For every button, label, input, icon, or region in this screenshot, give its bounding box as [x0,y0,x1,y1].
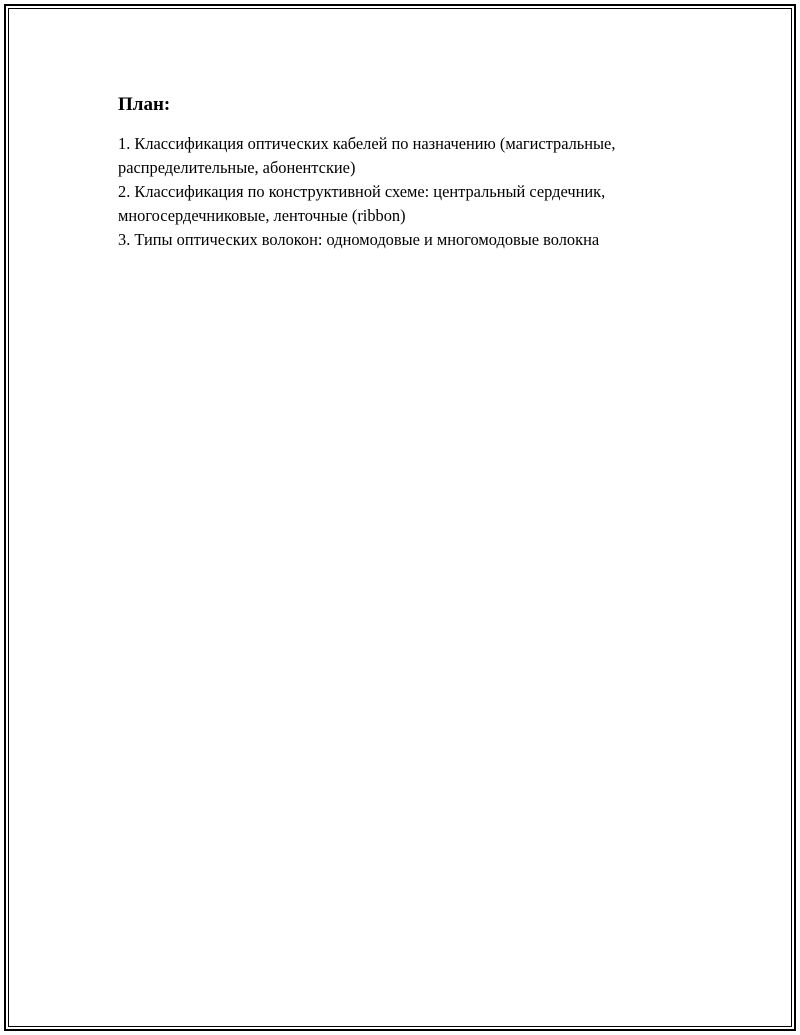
document-content [118,92,718,252]
plan-item-3: 3. Типы оптических волокон: одномодовые и многомодовые волокна [118,230,600,249]
plan-item-2: 2. Классификация по конструктивной схеме: центральный сердечник, многосердечниковые, ленточные (ribbon) [118,182,606,225]
plan-list [118,132,718,252]
plan-title: План: [118,94,171,115]
plan-item-1: 1. Классификация оптических кабелей по назначению (магистральные, распределительные, абонентские) [118,134,616,177]
